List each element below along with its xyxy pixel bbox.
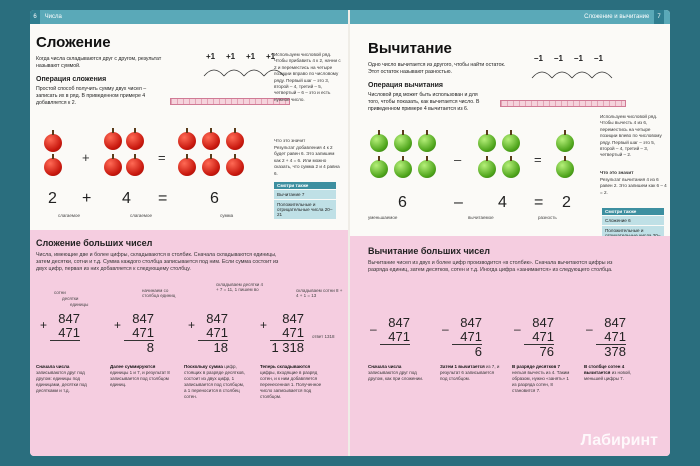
calc-top: 847 (388, 315, 410, 330)
green-apple (418, 160, 436, 178)
calc-bottom: 471 (132, 325, 154, 340)
calc-result: 6 (452, 344, 482, 359)
step-note-body: цифры, входящие в разряд сотен, и к ним добавляется перенесенная 1. Полученное число записывается под столбцом. (260, 370, 322, 399)
green-apple (502, 160, 520, 178)
left-page (30, 10, 348, 456)
addend-b: 4 (122, 190, 131, 207)
subtraction-step-1: – 847 471 (380, 316, 410, 359)
step-note-body: из новой, меньшей цифры 7. (584, 370, 632, 381)
large-subtraction-intro: Вычитание чисел из двух и более цифр производится «в столбик». Сначала вычитаются цифры из разряда единиц, затем десятков, сотен и т.д. Иногда цифра «занимается» из следующего столбца. (368, 260, 613, 274)
calc-result: 1 318 (271, 340, 304, 355)
right-header (350, 10, 670, 24)
red-apple (226, 158, 244, 176)
step-note-3 (184, 364, 246, 400)
red-apple (202, 132, 220, 150)
see-also-row: Вычитание 7 (274, 190, 336, 199)
red-apple (44, 134, 62, 152)
arc-step-2: +1 (226, 52, 236, 61)
label-addend-b: слагаемое (130, 213, 153, 218)
label-subtrahend: вычитаемое (468, 215, 494, 220)
green-apple (478, 160, 496, 178)
step-note-title: Сначала числа (368, 364, 402, 369)
see-also-head: Смотри также (602, 208, 664, 215)
calc-result: 18 (198, 340, 228, 355)
green-apple (370, 134, 388, 152)
left-header-text: Числа (44, 14, 62, 20)
subtraction-step-4: – 847 471 378 (586, 315, 626, 359)
calc-result-empty (380, 344, 410, 359)
addition-step-4: + 847 471 1 318 (260, 311, 304, 355)
green-apple (370, 160, 388, 178)
addition-step-2: + 847 471 8 (114, 311, 154, 355)
step-note-body: нельзя вычесть из 4. Таким образом, нужно «занять» 1 из разряда сотен, 8 становится 7. (512, 370, 570, 393)
addition-op-text: Простой способ получить сумму двух чисел – записать их в ряд. В приведенном примере 4 добавляется к 2. (36, 86, 147, 106)
step-note-title: Далее суммируются (110, 364, 156, 369)
minus-sign: – (454, 152, 462, 167)
step-note-title: Сначала числа (36, 364, 70, 369)
red-apple (126, 132, 144, 150)
subtraction-step-3: – 847 471 76 (514, 315, 554, 359)
number-line (500, 100, 626, 107)
subtraction-op-text: Числовой ряд может быть использован и для того, чтобы показать, как вычитается число. В приведенном примере 4 вычитается из 6. (368, 92, 480, 112)
calc-result-empty (50, 340, 80, 355)
addend-a: 2 (48, 190, 57, 207)
arc-step-4: –1 (594, 54, 603, 63)
step-note-4 (584, 364, 646, 382)
green-apple (556, 160, 574, 178)
right-page (350, 10, 670, 456)
addition-step-1: + 847 471 (50, 312, 80, 355)
step-note-title: Затем 1 вычитается (440, 364, 485, 369)
red-apple (104, 132, 122, 150)
see-also-row: Положительные и отрицательные числа 20–21 (274, 200, 336, 219)
addition-intro: Когда числа складываются друг с другом, результат называют суммой. (36, 56, 162, 69)
label-minuend: уменьшаемое (368, 215, 398, 220)
left-header (30, 10, 348, 24)
plus-symbol: + (82, 190, 92, 207)
large-addition-title: Сложение больших чисел (36, 238, 153, 248)
tip-meaning-title: Что это значит (600, 170, 634, 175)
tip-number-line: Используем числовой ряд. Чтобы вычесть 4 из 6, переместись на четыре позиции влево по числовому ряду. Первый шаг – это 5, второй – 4, третий – 3, четвертый – 2. (600, 114, 662, 158)
large-addition-intro: Числа, имеющие две и более цифры, складываются в столбик. Сначала складываются единицы, затем десятки, сотни и т.д. Сумма каждого столбца записывается под ним. Если сумма состоит из двух цифр, первая из них добавляется к следующему столбцу. (36, 252, 279, 273)
green-apple (394, 160, 412, 178)
equals-sign: = (534, 152, 542, 167)
calc-result: 76 (524, 344, 554, 359)
step-note-body: цифр, стоящих в разряде десятков, состоит из двух цифр, 1 записывается под столбцом, а 1 переносится в столбец сотен. (184, 364, 245, 399)
side-note-1: начинаем со столбца единиц (142, 288, 176, 298)
equals-symbol: = (534, 194, 544, 211)
equals-sign: = (158, 150, 166, 165)
arc-step-3: +1 (246, 52, 256, 61)
red-apple (44, 158, 62, 176)
subtraction-intro: Одно число вычитается из другого, чтобы найти остаток. Этот остаток называют разностью. (368, 62, 506, 75)
addition-title: Сложение (36, 34, 111, 51)
green-apple (502, 134, 520, 152)
plus-sign: + (82, 150, 90, 165)
red-apple (202, 158, 220, 176)
see-also-head: Смотри также (274, 182, 336, 189)
see-also-row: Положительные и (602, 226, 664, 245)
step-note-body: из 7, и результат 6 записывается под столбцом. (440, 364, 500, 381)
see-also-row: Сложение 6 (602, 216, 664, 225)
col-label-hundreds: сотни (54, 290, 66, 295)
calc-result: 8 (124, 340, 154, 355)
calc-bottom: 471 (206, 325, 228, 340)
arc-step-2: –1 (554, 54, 563, 63)
red-apple (226, 132, 244, 150)
subtraction-op-title: Операция вычитания (368, 82, 443, 89)
arc-step-3: –1 (574, 54, 583, 63)
step-note-body: единицы 1 и 7, и результат 8 записывается под столбцом единиц. (110, 370, 170, 387)
right-header-text: Сложение и вычитание (584, 14, 650, 20)
green-apple (556, 134, 574, 152)
red-apple (178, 158, 196, 176)
subtraction-title: Вычитание (368, 40, 452, 57)
step-note-2 (110, 364, 172, 388)
step-note-1 (368, 364, 430, 382)
col-label-units: единицы (70, 302, 89, 307)
red-apple (126, 158, 144, 176)
tip-meaning: Результат вычитания 4 из 6 равен 2. Это запишем как 6 – 4 = 2. (600, 177, 667, 195)
arc-step-1: +1 (206, 52, 216, 61)
arc-step-4: +1 (266, 52, 276, 61)
tip-meaning: Результат добавления 4 к 2 будет равен 6. Это запишем как 2 + 4 = 6. Или можно сказать, что сумма 2 и 4 равна 6. (274, 145, 340, 176)
side-note-3: складываем сотни 8 + 4 + 1 = 13 (296, 288, 343, 298)
calc-bottom: 471 (460, 329, 482, 344)
arc-step-1: –1 (534, 54, 543, 63)
calc-top: 847 (604, 315, 626, 330)
step-note-body: записываются друг под другом: единицы под единицами, десятки под десятками и т.д. (36, 370, 87, 393)
calc-top: 847 (58, 311, 80, 326)
calc-top: 847 (532, 315, 554, 330)
side-note-4: ответ 1318 (312, 334, 335, 339)
addition-op-title: Операция сложения (36, 76, 107, 83)
label-addend-a: слагаемое (58, 213, 81, 218)
watermark: Лабиринт (580, 432, 658, 449)
step-note-2 (440, 364, 502, 382)
large-subtraction-title: Вычитание больших чисел (368, 246, 490, 256)
step-note-title: В разряде десятков 7 (512, 364, 561, 369)
red-apple (104, 158, 122, 176)
calc-bottom: 471 (388, 329, 410, 344)
calc-bottom: 471 (282, 325, 304, 340)
calc-result: 378 (596, 344, 626, 359)
right-page-number: 7 (654, 10, 664, 24)
sum-result: 6 (210, 190, 219, 207)
step-note-1 (36, 364, 98, 394)
tip-number-line: Используем числовой ряд. Чтобы прибавить 4 к 2, начни с 2 и переместись на четыре позиции вправо по числовому ряду. Первый шаг – это 3, второй – 4, третий – 5, четвертый – 6 – это и есть нужное число. (274, 52, 341, 102)
tip-meaning-title: Что это значит (274, 138, 306, 143)
equals-symbol: = (158, 190, 168, 207)
number-line-arcs (526, 62, 616, 82)
step-note-body: записываются друг под другом, как при сложении. (368, 370, 424, 381)
difference-result: 2 (562, 194, 571, 211)
subtraction-step-2: – 847 471 6 (442, 315, 482, 359)
calc-top: 847 (206, 311, 228, 326)
step-note-title: В столбце сотен 4 вычитается (584, 364, 625, 375)
step-note-4 (260, 364, 322, 400)
minuend: 6 (398, 194, 407, 211)
col-label-tens: десятки (62, 296, 79, 301)
number-line (170, 98, 290, 105)
minus-symbol: – (454, 194, 463, 211)
subtrahend: 4 (498, 194, 507, 211)
label-difference: разность (538, 215, 557, 220)
green-apple (394, 134, 412, 152)
step-note-title: Теперь складываются (260, 364, 311, 369)
see-also-box (274, 182, 336, 219)
calc-bottom: 471 (58, 325, 80, 340)
addition-step-3: + 847 471 18 (188, 311, 228, 355)
calc-top: 847 (460, 315, 482, 330)
green-apple (478, 134, 496, 152)
calc-bottom: 471 (532, 329, 554, 344)
calc-top: 847 (282, 311, 304, 326)
calc-bottom: 471 (604, 329, 626, 344)
side-note-2: складываем десятки 4 + 7 = 11, 1 пишем во (216, 282, 264, 292)
step-note-title: Поскольку сумма (184, 364, 223, 369)
step-note-3 (512, 364, 574, 394)
green-apple (418, 134, 436, 152)
large-subtraction-panel (350, 236, 670, 456)
left-page-number: 6 (30, 10, 40, 24)
red-apple (178, 132, 196, 150)
label-sum: сумма (220, 213, 234, 218)
large-addition-panel (30, 230, 348, 456)
calc-top: 847 (132, 311, 154, 326)
